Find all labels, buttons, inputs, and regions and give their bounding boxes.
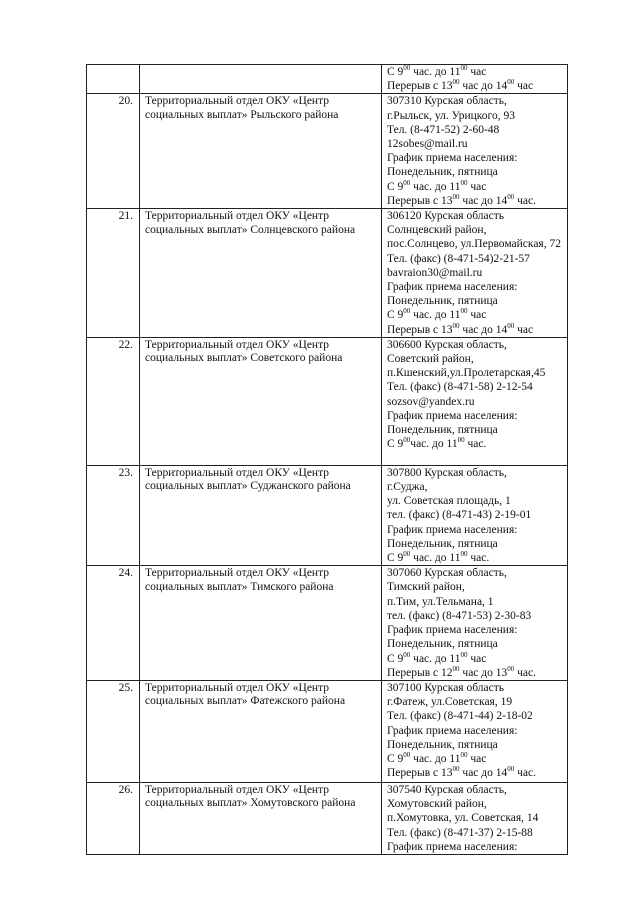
street-address: г.Рыльск, ул. Урицкого, 93 bbox=[387, 109, 515, 122]
schedule-title: График приема населения: bbox=[387, 624, 518, 637]
district: Тимский район, bbox=[387, 581, 465, 594]
table-row bbox=[87, 680, 568, 782]
postal-address: 307100 Курская область bbox=[387, 681, 504, 694]
office-name: Территориальный отдел ОКУ «Центр социальных выплат» Рыльского района bbox=[140, 94, 382, 209]
district: Солнцевский район, bbox=[387, 224, 487, 237]
schedule-hours: С $9^{00}час$. до $11^{00}$ час. bbox=[387, 436, 487, 451]
row-number: 23. bbox=[87, 465, 140, 565]
postal-address: 307060 Курская область, bbox=[387, 567, 507, 580]
street-address: п.Хомутовка, ул. Советская, 14 bbox=[387, 812, 539, 825]
address-cell bbox=[382, 209, 568, 338]
schedule-title: График приема населения: bbox=[387, 281, 518, 294]
street-address: ул. Советская площадь, 1 bbox=[387, 495, 511, 508]
schedule-hours: С $9^{00}$ час. до $11^{00}$ час bbox=[387, 650, 487, 665]
row-number: 22. bbox=[87, 337, 140, 465]
postal-address: 307800 Курская область, bbox=[387, 466, 507, 479]
schedule-hours: С $9^{00}$ час. до $11^{00}$ час bbox=[387, 178, 487, 193]
street-address: г.Фатеж, ул.Советская, 19 bbox=[387, 696, 513, 709]
schedule-days: Понедельник, пятница bbox=[387, 424, 498, 437]
schedule-days: Понедельник, пятница bbox=[387, 738, 498, 751]
phone: тел. (факс) (8-471-43) 2-19-01 bbox=[387, 509, 532, 522]
street-address: п.Тим, ул.Тельмана, 1 bbox=[387, 595, 494, 608]
schedule-hours: С $9^{00}$ час. до $11^{00}$ час bbox=[387, 64, 487, 78]
street-address: п.Кшенский,ул.Пролетарская,45 bbox=[387, 367, 546, 380]
schedule-days: Понедельник, пятница bbox=[387, 638, 498, 651]
schedule-days: Понедельник, пятница bbox=[387, 295, 498, 308]
email: bavraion30@mail.ru bbox=[387, 266, 483, 279]
row-number-cell bbox=[87, 65, 140, 94]
schedule-title: График приема населения: bbox=[387, 152, 518, 165]
office-name: Территориальный отдел ОКУ «Центр социальных выплат» Фатежского района bbox=[140, 680, 382, 782]
address-cell bbox=[382, 65, 568, 94]
schedule-title: График приема населения: bbox=[387, 840, 518, 853]
address-cell bbox=[382, 465, 568, 565]
address-cell bbox=[382, 680, 568, 782]
schedule-break: Перерыв с $12^{00}$ час до $13^{00}$ час. bbox=[387, 664, 536, 679]
schedule-break: Перерыв с $13^{00}$ час до $14^{00}$ час bbox=[387, 78, 534, 93]
office-name: Территориальный отдел ОКУ «Центр социальных выплат» Солнцевского района bbox=[140, 209, 382, 338]
schedule-title: График приема населения: bbox=[387, 409, 518, 422]
postal-address: 306600 Курская область, bbox=[387, 338, 507, 351]
city: г.Суджа, bbox=[387, 481, 428, 494]
address-cell bbox=[382, 337, 568, 465]
schedule-hours: С $9^{00}$ час. до $11^{00}$ час. bbox=[387, 550, 490, 565]
address-cell bbox=[382, 94, 568, 209]
phone: тел. (факс) (8-471-53) 2-30-83 bbox=[387, 609, 532, 622]
district: Советский район, bbox=[387, 353, 474, 366]
postal-address: 307540 Курская область, bbox=[387, 783, 507, 796]
phone: Тел. (8-471-52) 2-60-48 bbox=[387, 123, 500, 136]
phone: Тел. (факс) (8-471-58) 2-12-54 bbox=[387, 381, 533, 394]
office-name: Территориальный отдел ОКУ «Центр социальных выплат» Тимского района bbox=[140, 566, 382, 681]
table-row bbox=[87, 209, 568, 338]
row-number: 26. bbox=[87, 782, 140, 854]
address-cell bbox=[382, 566, 568, 681]
schedule-break: Перерыв с $13^{00}$ час до $14^{00}$ час. bbox=[387, 193, 536, 207]
email: sozsov@yandex.ru bbox=[387, 395, 475, 408]
table-row bbox=[87, 65, 568, 94]
schedule-break: Перерыв с $13^{00}$ час до $14^{00}$ час. bbox=[387, 765, 536, 780]
table-row bbox=[87, 465, 568, 565]
table-row bbox=[87, 782, 568, 854]
row-number: 24. bbox=[87, 566, 140, 681]
office-name: Территориальный отдел ОКУ «Центр социальных выплат» Советского района bbox=[140, 337, 382, 465]
postal-address: 307310 Курская область, bbox=[387, 95, 507, 108]
table-row bbox=[87, 566, 568, 681]
schedule-days: Понедельник, пятница bbox=[387, 537, 498, 550]
offices-table bbox=[86, 64, 568, 855]
schedule-days: Понедельник, пятница bbox=[387, 166, 498, 179]
office-name: Территориальный отдел ОКУ «Центр социальных выплат» Суджанского района bbox=[140, 465, 382, 565]
schedule-title: График приема населения: bbox=[387, 523, 518, 536]
phone: Тел. (факс) (8-471-44) 2-18-02 bbox=[387, 710, 533, 723]
district: Хомутовский район, bbox=[387, 798, 487, 811]
schedule-hours: С $9^{00}$ час. до $11^{00}$ час bbox=[387, 751, 487, 765]
office-name-cell bbox=[140, 65, 382, 94]
row-number: 20. bbox=[87, 94, 140, 209]
postal-address: 306120 Курская область bbox=[387, 210, 504, 223]
schedule-break: Перерыв с $13^{00}$ час до $14^{00}$ час bbox=[387, 321, 534, 336]
schedule-title: График приема населения: bbox=[387, 724, 518, 737]
schedule-hours: С $9^{00}$ час. до $11^{00}$ час bbox=[387, 307, 487, 322]
row-number: 25. bbox=[87, 680, 140, 782]
office-name: Территориальный отдел ОКУ «Центр социальных выплат» Хомутовского района bbox=[140, 782, 382, 854]
row-number: 21. bbox=[87, 209, 140, 338]
table-row bbox=[87, 94, 568, 209]
street-address: пос.Солнцево, ул.Первомайская, 72 bbox=[387, 238, 561, 251]
phone: Тел. (факс) (8-471-37) 2-15-88 bbox=[387, 826, 533, 839]
address-cell bbox=[382, 782, 568, 854]
table-row bbox=[87, 337, 568, 465]
email: 12sobes@mail.ru bbox=[387, 138, 468, 151]
phone: Тел. (факс) (8-471-54)2-21-57 bbox=[387, 252, 530, 265]
